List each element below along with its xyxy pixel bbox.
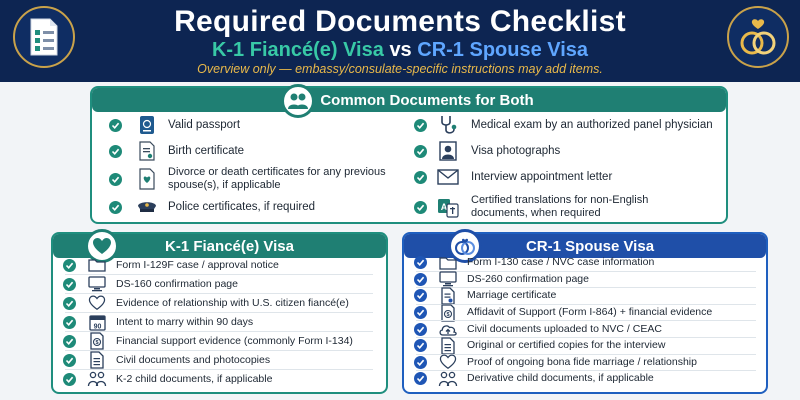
family-icon (437, 368, 459, 390)
list-item (63, 257, 381, 273)
item-label: Form I-129F case / approval notice (116, 258, 279, 271)
list-item (414, 339, 764, 353)
checkmark-icon (414, 339, 427, 352)
item-label: Medical exam by an authorized panel physician (471, 118, 713, 131)
common-documents-title: Common Documents for Both (320, 91, 534, 109)
item-label: Original or certified copies for the interview (467, 339, 666, 352)
list-item (63, 295, 381, 311)
list-item (414, 372, 764, 386)
item-label: DS-160 confirmation page (116, 277, 238, 290)
list-item (63, 314, 381, 330)
checkmark-icon (414, 171, 427, 184)
item-label: K-2 child documents, if applicable (116, 372, 273, 385)
item-label: Affidavit of Support (Form I-864) + financial evidence (467, 306, 713, 319)
heart-document-icon (136, 168, 158, 190)
subtitle-k1: K-1 Fiancé(e) Visa (211, 39, 384, 61)
list-item (109, 114, 409, 136)
checkmark-icon (414, 356, 427, 369)
certificate-icon (136, 140, 158, 162)
list-item (63, 352, 381, 368)
common-documents-header (92, 88, 726, 112)
checkmark-icon (109, 145, 122, 158)
svg-text:$: $ (446, 311, 450, 318)
checkmark-icon (414, 306, 427, 319)
svg-text:$: $ (95, 340, 99, 347)
list-item (109, 165, 409, 193)
row-divider (416, 271, 756, 272)
list-item (63, 276, 381, 292)
checkmark-icon (109, 173, 122, 186)
list-item (414, 140, 724, 162)
item-label: Valid passport (168, 118, 241, 131)
checkmark-icon (109, 119, 122, 132)
row-divider (416, 304, 756, 305)
checkmark-icon (63, 297, 76, 310)
checkmark-icon (414, 273, 427, 286)
row-divider (65, 369, 373, 370)
item-label: Form I-130 case / NVC case information (467, 256, 655, 269)
item-label: Civil documents and photocopies (116, 353, 271, 366)
checkmark-icon (414, 145, 427, 158)
checkmark-icon (414, 323, 427, 336)
item-label: Marriage certificate (467, 289, 557, 302)
checkmark-icon (414, 372, 427, 385)
item-label: Interview appointment letter (471, 170, 613, 183)
row-divider (65, 331, 373, 332)
checkmark-icon (414, 119, 427, 132)
item-label: Proof of ongoing bona fide marriage / relationship (467, 355, 697, 368)
checkmark-icon (63, 316, 76, 329)
list-item (63, 371, 381, 387)
header-banner (0, 0, 800, 82)
checkmark-icon (109, 201, 122, 214)
item-label: Evidence of relationship with U.S. citizen fiancé(e) (116, 296, 349, 309)
list-item (414, 273, 764, 287)
checkmark-icon (63, 259, 76, 272)
row-divider (416, 287, 756, 288)
checkmark-icon (414, 256, 427, 269)
row-divider (65, 274, 373, 275)
subtitle-cr1: CR-1 Spouse Visa (417, 39, 589, 61)
list-item (414, 166, 724, 188)
item-label: Divorce or death certificates for any previous spouse(s), if applicable (168, 166, 386, 191)
disclaimer-note: Overview only — embassy/consulate-specific instructions may add items. (197, 62, 603, 76)
page-subtitle (0, 39, 800, 62)
row-divider (65, 293, 373, 294)
item-label: DS-260 confirmation page (467, 272, 589, 285)
cr1-visa-title: CR-1 Spouse Visa (525, 237, 655, 255)
svg-text:90: 90 (93, 323, 101, 330)
list-item (109, 196, 409, 218)
passport-icon (136, 114, 158, 136)
family-icon (86, 368, 108, 390)
item-label: Civil documents uploaded to NVC / CEAC (467, 322, 662, 335)
checkmark-icon (63, 335, 76, 348)
list-item (414, 256, 764, 270)
row-divider (416, 370, 756, 371)
item-label: Visa photographs (471, 144, 561, 157)
wedding-rings-icon (727, 6, 789, 68)
checkmark-icon (63, 373, 76, 386)
row-divider (65, 312, 373, 313)
translation-icon (437, 196, 459, 218)
list-item (414, 114, 724, 136)
police-cap-icon (136, 196, 158, 218)
photo-portrait-icon (437, 140, 459, 162)
page-title: Required Documents Checklist (174, 5, 626, 38)
people-group-icon (281, 84, 315, 118)
checkmark-icon (414, 289, 427, 302)
list-item (414, 306, 764, 320)
list-item (109, 140, 409, 162)
row-divider (416, 354, 756, 355)
list-item (414, 322, 764, 336)
row-divider (416, 320, 756, 321)
list-item (414, 356, 764, 370)
row-divider (416, 337, 756, 338)
list-item (63, 333, 381, 349)
svg-text:A: A (440, 202, 448, 212)
list-item (414, 289, 764, 303)
list-item (414, 193, 724, 221)
item-label: Police certificates, if required (168, 200, 316, 213)
item-label: Certified translations for non-English documents, when required (471, 194, 649, 219)
checkmark-icon (63, 354, 76, 367)
item-label: Derivative child documents, if applicable (467, 372, 654, 385)
k1-visa-title: K-1 Fiancé(e) Visa (165, 237, 294, 255)
checkmark-icon (63, 278, 76, 291)
item-label: Financial support evidence (commonly Form I-134) (116, 334, 353, 347)
subtitle-vs: vs (389, 39, 412, 61)
stethoscope-icon (437, 114, 459, 136)
row-divider (65, 350, 373, 351)
item-label: Intent to marry within 90 days (116, 315, 254, 328)
envelope-icon (437, 166, 459, 188)
item-label: Birth certificate (168, 144, 245, 157)
checkmark-icon (414, 201, 427, 214)
